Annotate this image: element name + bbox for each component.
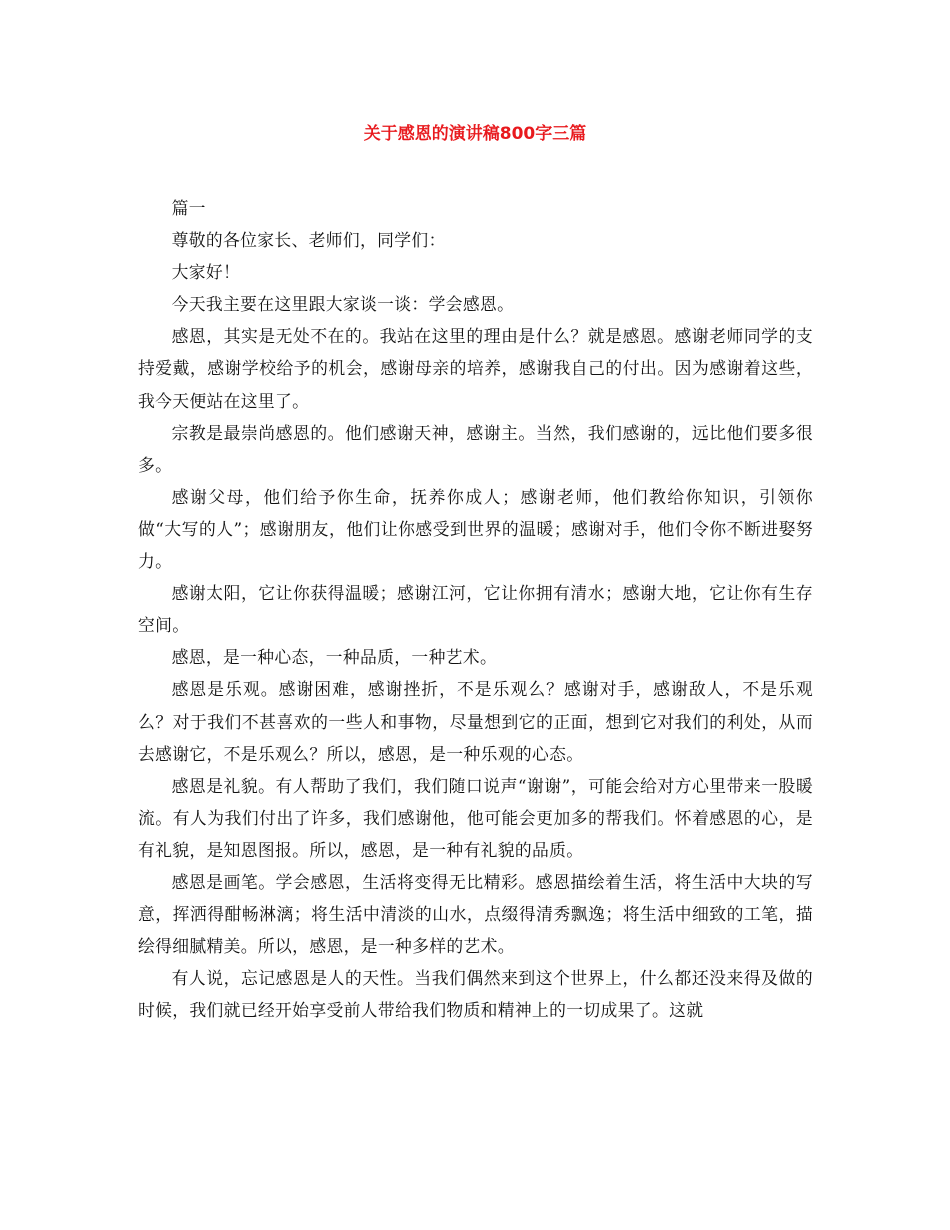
salutation: 尊敬的各位家长、老师们，同学们： xyxy=(171,230,446,251)
section-heading: 篇一 xyxy=(171,198,206,218)
paragraph: 感恩，是一种心态，一种品质，一种艺术。 xyxy=(171,647,498,668)
paragraph: 感恩，其实是无处不在的。我站在这里的理由是什么？就是感恩。感谢老师同学的支持爱戴，感谢学校给予的机会，感谢母亲的培养，感谢我自己的付出。因为感谢着这些，我今天便站在这里了。 xyxy=(138,326,813,411)
paragraph: 有人说，忘记感恩是人的天性。当我们偶然来到这个世界上，什么都还没来得及做的时候，我们就已经开始享受前人带给我们物质和精神上的一切成果了。这就 xyxy=(138,968,813,1021)
document-title: 关于感恩的演讲稿800字三篇 xyxy=(363,124,587,144)
paragraph: 今天我主要在这里跟大家谈一谈：学会感恩。 xyxy=(171,294,515,315)
paragraph: 感谢父母，他们给予你生命，抚养你成人；感谢老师，他们教给你知识，引领你做“大写的人”；感谢朋友，他们让你感受到世界的温暖；感谢对手，他们令你不断进娶努力。 xyxy=(138,486,813,572)
greeting: 大家好！ xyxy=(171,262,241,283)
paragraph: 宗教是最崇尚感恩的。他们感谢天神，感谢主。当然，我们感谢的，远比他们要多很多。 xyxy=(138,422,813,475)
paragraph: 感恩是礼貌。有人帮助了我们，我们随口说声“谢谢”，可能会给对方心里带来一股暖流。有人为我们付出了许多，我们感谢他，他可能会更加多的帮我们。怀着感恩的心，是有礼貌，是知恩图报。所以，感恩，是一种有礼貌的品质。 xyxy=(138,775,813,860)
paragraph: 感恩是乐观。感谢困难，感谢挫折，不是乐观么？感谢对手，感谢敌人，不是乐观么？对于我们不甚喜欢的一些人和事物，尽量想到它的正面，想到它对我们的利处，从而去感谢它，不是乐观么？所以，感恩，是一种乐观的心态。 xyxy=(138,679,813,764)
paragraph: 感谢太阳，它让你获得温暖；感谢江河，它让你拥有清水；感谢大地，它让你有生存空间。 xyxy=(138,583,813,636)
paragraph: 感恩是画笔。学会感恩，生活将变得无比精彩。感恩描绘着生活，将生活中大块的写意，挥洒得酣畅淋漓；将生活中清淡的山水，点缀得清秀飘逸；将生活中细致的工笔，描绘得细腻精美。所以，感恩，是一种多样的艺术。 xyxy=(138,871,813,957)
document-body xyxy=(138,192,813,1026)
